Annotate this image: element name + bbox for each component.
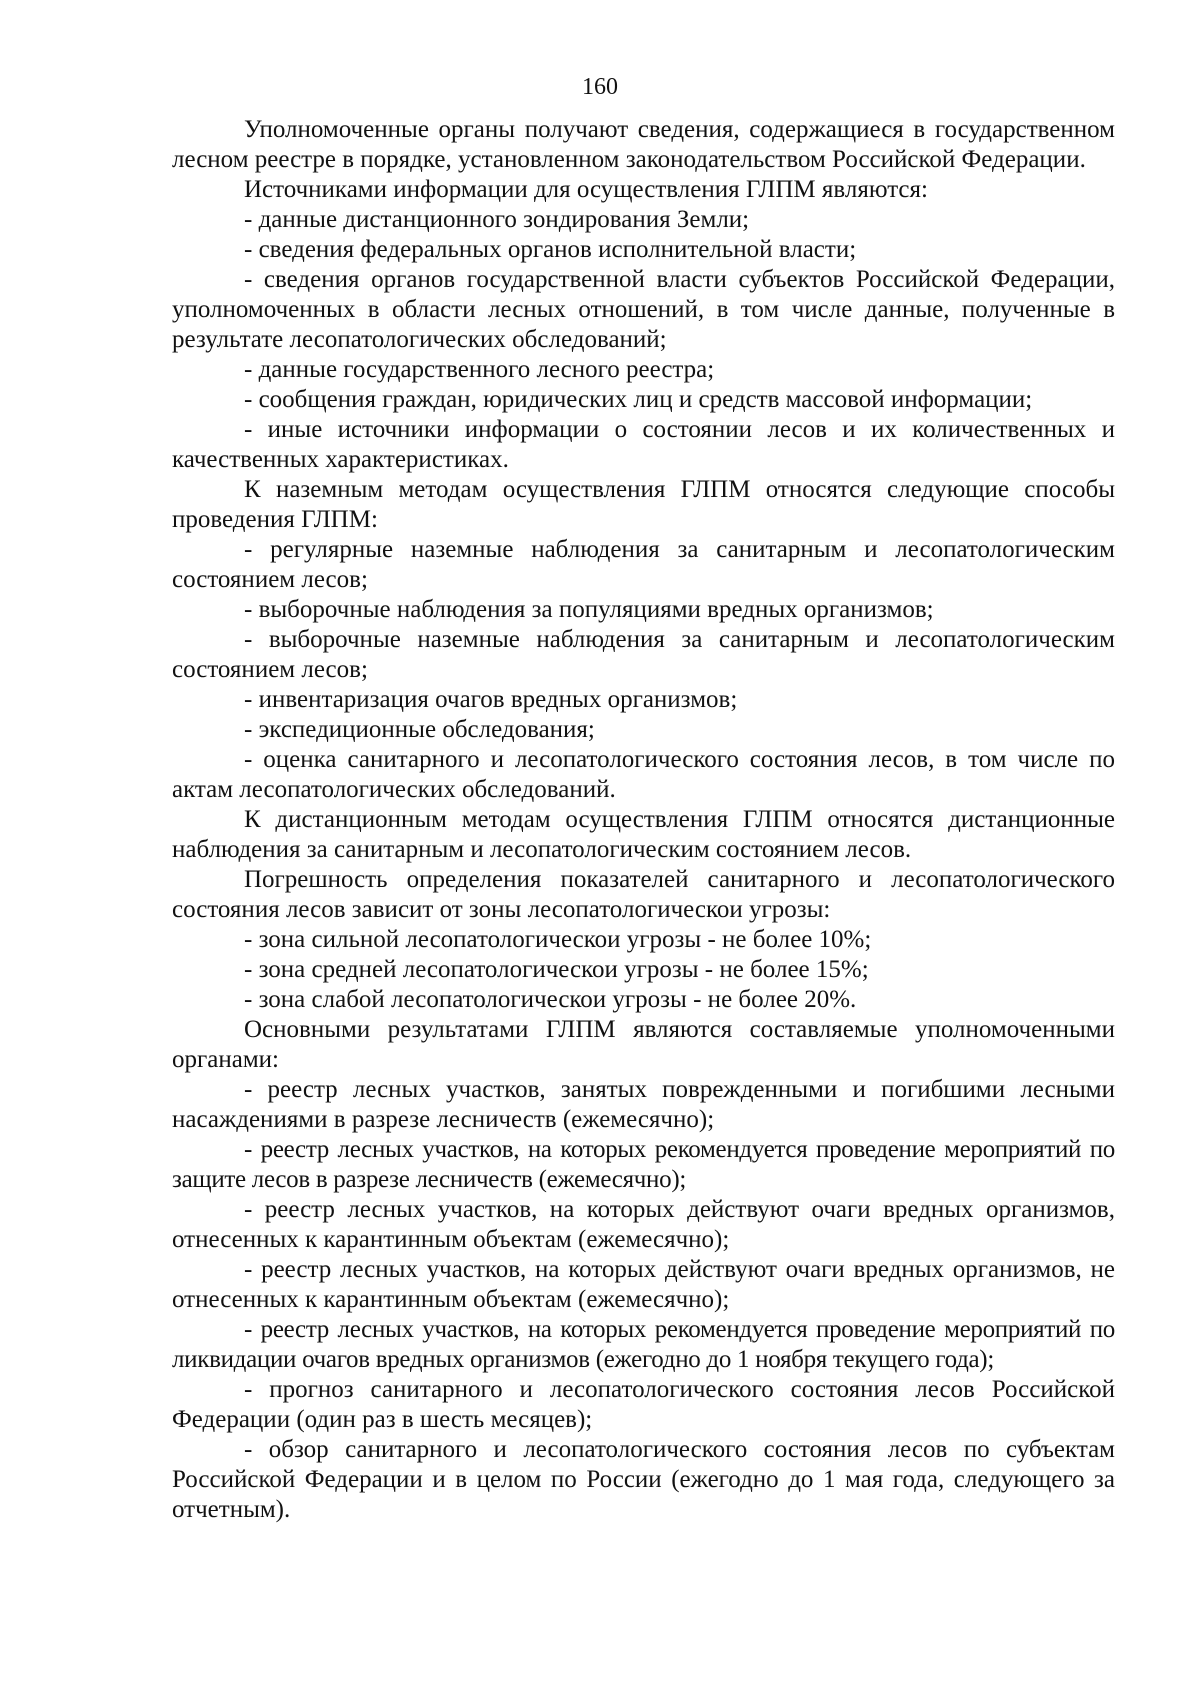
list-item-population-observations: - выборочные наблюдения за популяциями вредных организмов; — [244, 596, 934, 623]
page-number: 160 — [582, 74, 618, 100]
paragraph-authorized-bodies: Уполномоченные органы получают сведения, содержащиеся в государственном лесном реестре в порядке, установленном законодательством Российской Федерации. — [172, 116, 1115, 173]
list-item-forest-registry: - данные государственного лесного реестра; — [244, 356, 715, 383]
paragraph-information-sources-heading: Источниками информации для осуществления ГЛПМ являются: — [244, 176, 928, 203]
paragraph-ground-methods-heading: К наземным методам осуществления ГЛПМ относятся следующие способы проведения ГЛПМ: — [172, 476, 1115, 533]
list-item-forecast: - прогноз санитарного и лесопатологического состояния лесов Российской Федерации (один раз в шесть месяцев); — [172, 1376, 1115, 1433]
list-item-non-quarantine-foci-registry: - реестр лесных участков, на которых действуют очаги вредных организмов, не отнесенных к карантинным объектам (ежемесячно); — [172, 1256, 1115, 1313]
paragraph-remote-methods: К дистанционным методам осуществления ГЛПМ относятся дистанционные наблюдения за санитарным и лесопатологическим состоянием лесов. — [172, 806, 1115, 863]
list-item-selective-ground-observations: - выборочные наземные наблюдения за санитарным и лесопатологическим состоянием лесов; — [172, 626, 1115, 683]
document-body — [172, 115, 1115, 1525]
list-item-weak-threat-zone: - зона слабой лесопатологическои угрозы - не более 20%. — [244, 986, 857, 1013]
list-item-strong-threat-zone: - зона сильной лесопатологическои угрозы - не более 10%; — [244, 926, 872, 953]
paragraph-error-margin: Погрешность определения показателей санитарного и лесопатологического состояния лесов зависит от зоны лесопатологическои угрозы: — [172, 866, 1115, 923]
list-item-remote-sensing: - данные дистанционного зондирования Земли; — [244, 206, 750, 233]
list-item-medium-threat-zone: - зона средней лесопатологическои угрозы - не более 15%; — [244, 956, 869, 983]
paragraph-results-heading: Основными результатами ГЛПМ являются составляемые уполномоченными органами: — [172, 1016, 1115, 1073]
list-item-expeditions: - экспедиционные обследования; — [244, 716, 595, 743]
list-item-review: - обзор санитарного и лесопатологического состояния лесов по субъектам Российской Федерации и в целом по России (ежегодно до 1 мая года, следующего за отчетным). — [172, 1436, 1115, 1523]
list-item-damaged-plots-registry: - реестр лесных участков, занятых поврежденными и погибшими лесными насаждениями в разрезе лесничеств (ежемесячно); — [172, 1076, 1115, 1133]
list-item-assessment: - оценка санитарного и лесопатологического состояния лесов, в том числе по актам лесопатологических обследований. — [172, 746, 1115, 803]
list-item-liquidation-measures-registry: - реестр лесных участков, на которых рекомендуется проведение мероприятий по ликвидации очагов вредных организмов (ежегодно до 1 ноября текущего года); — [172, 1316, 1115, 1373]
list-item-quarantine-foci-registry: - реестр лесных участков, на которых действуют очаги вредных организмов, отнесенных к карантинным объектам (ежемесячно); — [172, 1196, 1115, 1253]
list-item-regular-ground-observations: - регулярные наземные наблюдения за санитарным и лесопатологическим состоянием лесов; — [172, 536, 1115, 593]
list-item-citizen-reports: - сообщения граждан, юридических лиц и средств массовой информации; — [244, 386, 1033, 413]
list-item-regional-bodies: - сведения органов государственной власти субъектов Российской Федерации, уполномоченных в области лесных отношений, в том числе данные, полученные в результате лесопатологических обследований; — [172, 266, 1115, 353]
list-item-other-sources: - иные источники информации о состоянии лесов и их количественных и качественных характеристиках. — [172, 416, 1115, 473]
list-item-inventory: - инвентаризация очагов вредных организмов; — [244, 686, 738, 713]
list-item-protection-measures-registry: - реестр лесных участков, на которых рекомендуется проведение мероприятий по защите лесов в разрезе лесничеств (ежемесячно); — [172, 1136, 1115, 1193]
list-item-federal-bodies: - сведения федеральных органов исполнительной власти; — [244, 236, 857, 263]
